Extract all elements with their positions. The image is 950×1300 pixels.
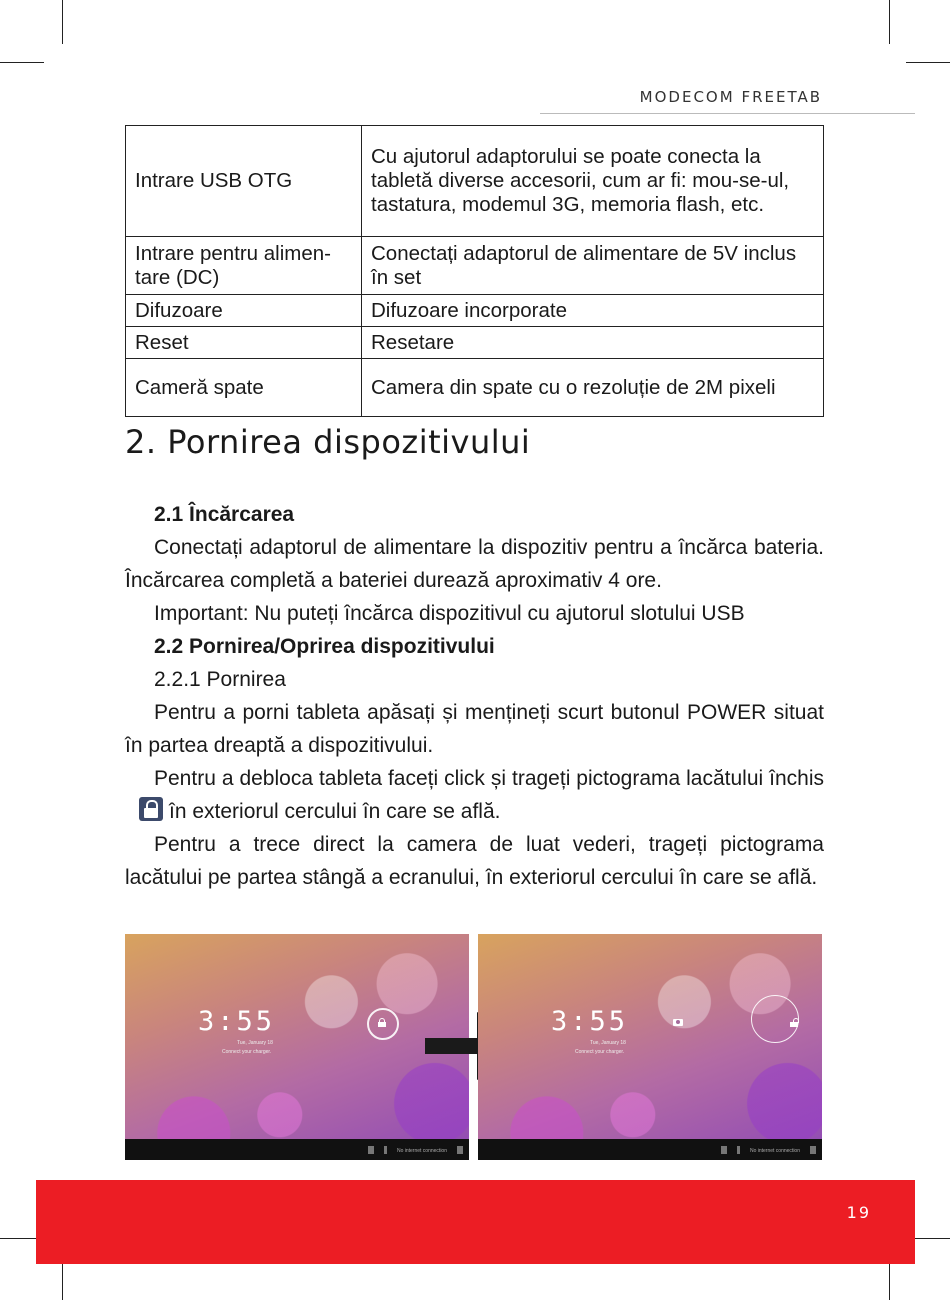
paragraph: Important: Nu puteți încărca dispozitivul cu ajutorul slotului USB xyxy=(154,602,745,625)
spec-key: Intrare pentru alimen-tare (DC) xyxy=(126,237,362,295)
charger-text: Connect your charger. xyxy=(222,1049,272,1055)
android-icon xyxy=(368,1146,374,1154)
paragraph: Pentru a trece direct la camera de luat vederi, trageți pictograma lacătului pe partea stângă a ecranului, în exteriorul cercului în care se află. xyxy=(125,833,824,889)
lockscreen-screenshot-before xyxy=(125,934,469,1160)
spec-value: Resetare xyxy=(362,327,824,359)
status-text: No internet connection xyxy=(749,1148,800,1154)
footer-bar xyxy=(36,1180,915,1264)
unlock-text-a: Pentru a debloca tableta faceți click și trageți pictograma lacătului închis xyxy=(154,767,824,790)
clock-text: 3:55 xyxy=(551,1006,629,1037)
table-row xyxy=(126,295,824,327)
usb-icon xyxy=(384,1146,387,1154)
spec-value: Difuzoare incorporate xyxy=(362,295,824,327)
spec-key: Difuzoare xyxy=(126,295,362,327)
crop-mark xyxy=(0,62,44,63)
subsection-title: 2.2 Pornirea/Oprirea dispozitivului xyxy=(154,635,495,658)
battery-icon xyxy=(457,1146,463,1154)
status-text: No internet connection xyxy=(396,1148,447,1154)
camera-icon xyxy=(673,1019,683,1026)
header-brand: MODECOM FREETAB xyxy=(639,88,822,106)
subsection-title: 2.2.1 Pornirea xyxy=(154,668,286,691)
spec-key: Intrare USB OTG xyxy=(126,126,362,237)
spec-key: Reset xyxy=(126,327,362,359)
charger-text: Connect your charger. xyxy=(575,1049,625,1055)
crop-mark xyxy=(906,62,950,63)
subsection-title: 2.1 Încărcarea xyxy=(154,503,295,526)
unlock-text-b: în exteriorul cercului în care se află. xyxy=(169,800,501,823)
battery-icon xyxy=(810,1146,816,1154)
date-text: Tue, January 18 xyxy=(237,1040,273,1046)
status-bar xyxy=(478,1139,822,1160)
section-title: 2. Pornirea dispozitivului xyxy=(125,423,531,461)
table-row xyxy=(126,359,824,417)
lock-icon xyxy=(378,1018,386,1026)
page-number: 19 xyxy=(846,1203,871,1222)
spec-key: Cameră spate xyxy=(126,359,362,417)
spec-value: Cu ajutorul adaptorului se poate conecta la tabletă diverse accesorii, cum ar fi: mou-se-ul, tastatura, modemul 3G, memoria flash, etc. xyxy=(362,126,824,237)
clock-text: 3:55 xyxy=(198,1006,276,1037)
header-rule xyxy=(540,113,915,114)
lock-icon xyxy=(139,797,163,821)
paragraph: Pentru a porni tableta apăsați și mențineți scurt butonul POWER situat în partea dreaptă a dispozitivului. xyxy=(125,701,824,757)
table-row xyxy=(126,327,824,359)
table-row xyxy=(126,237,824,295)
crop-mark xyxy=(889,0,890,44)
usb-icon xyxy=(737,1146,740,1154)
table-row xyxy=(126,126,824,237)
spec-value: Camera din spate cu o rezoluție de 2M pixeli xyxy=(362,359,824,417)
paragraph: Conectați adaptorul de alimentare la dispozitiv pentru a încărca bateria. Încărcarea completă a bateriei durează aproximativ 4 ore. xyxy=(125,536,824,592)
spec-value: Conectați adaptorul de alimentare de 5V inclus în set xyxy=(362,237,824,295)
android-icon xyxy=(721,1146,727,1154)
spec-table xyxy=(125,125,824,417)
paragraph xyxy=(125,762,824,828)
lockscreen-screenshot-after xyxy=(478,934,822,1160)
body-text xyxy=(125,498,824,894)
unlock-icon xyxy=(790,1018,798,1026)
status-bar xyxy=(125,1139,469,1160)
date-text: Tue, January 18 xyxy=(590,1040,626,1046)
crop-mark xyxy=(62,0,63,44)
